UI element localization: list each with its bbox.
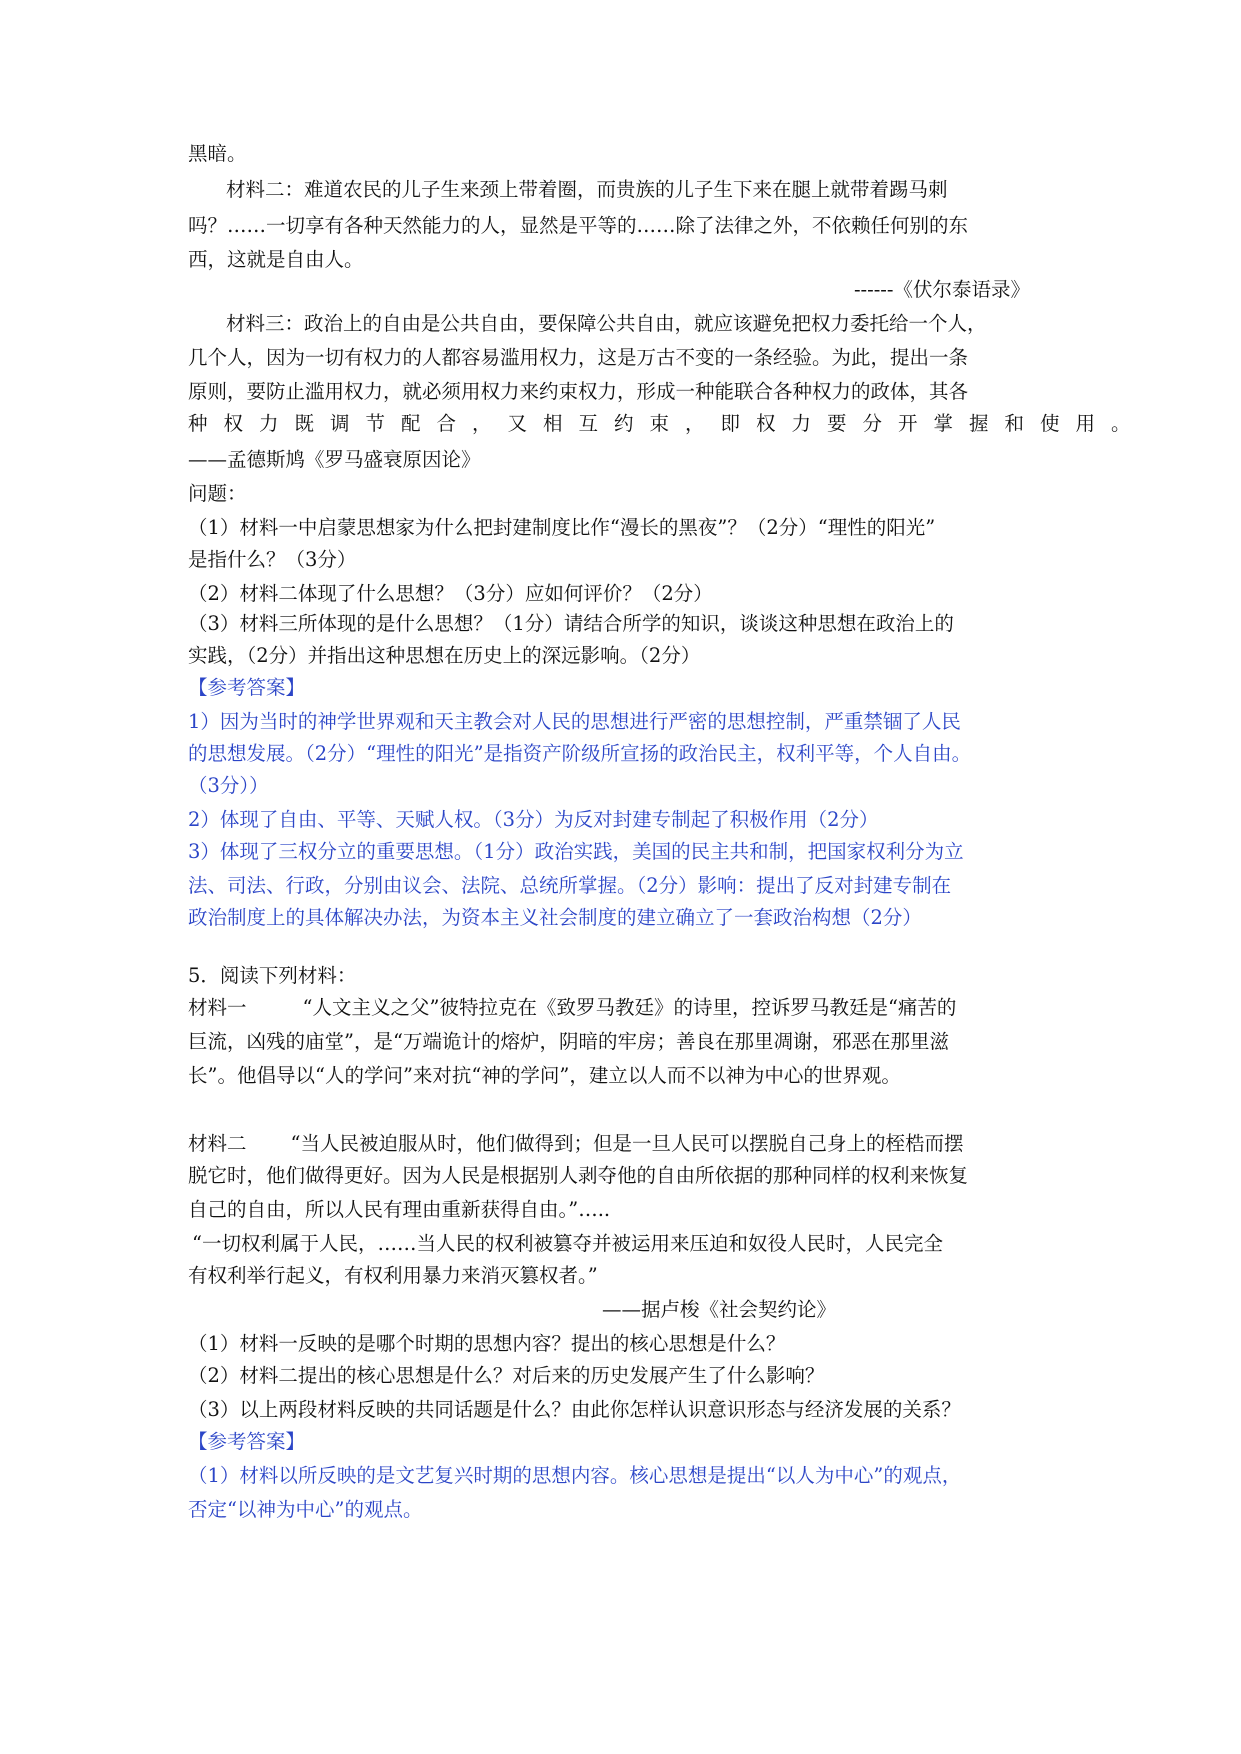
q5-heading: 5．阅读下列材料： xyxy=(188,964,357,987)
q5-material2-first-line xyxy=(188,1130,1058,1158)
q5-answer-line: （1）材料以所反映的是文艺复兴时期的思想内容。核心思想是提出“以人为中心”的观点， xyxy=(188,1464,962,1487)
q5-question-line: （3）以上两段材料反映的共同话题是什么？由此你怎样认识意识形态与经济发展的关系？ xyxy=(188,1398,961,1421)
q4-material3-source: ——孟德斯鸠《罗马盛衰原因论》 xyxy=(188,448,481,471)
q4-material3-line: 原则，要防止滥用权力，就必须用权力来约束权力，形成一种能联合各种权力的政体，其各 xyxy=(188,380,969,403)
q5-material2-line: 脱它时，他们做得更好。因为人民是根据别人剥夺他的自由所依据的那种同样的权利来恢复 xyxy=(188,1164,969,1187)
q4-question-line: （2）材料二体现了什么思想？（3分）应如何评价？（2分） xyxy=(188,582,713,605)
q4-questions-label: 问题： xyxy=(188,482,247,505)
q4-answer-line: 法、司法、行政，分别由议会、法院、总统所掌握。（2分）影响：提出了反对封建专制在 xyxy=(188,874,952,897)
q4-question-line: 是指什么？（3分） xyxy=(188,548,357,571)
q4-material2-line: 西，这就是自由人。 xyxy=(188,248,364,271)
q4-material2-line: 材料二：难道农民的儿子生来颈上带着圈，而贵族的儿子生下来在腿上就带着踢马刺 xyxy=(226,178,948,201)
q4-answer-line: 的思想发展。（2分）“理性的阳光”是指资产阶级所宣扬的政治民主，权利平等，个人自由。 xyxy=(188,742,972,765)
q4-answer-line: 1）因为当时的神学世界观和天主教会对人民的思想进行严密的思想控制，严重禁锢了人民 xyxy=(188,710,961,733)
q5-material1-line: 长”。他倡导以“人的学问”来对抗“神的学问”，建立以人而不以神为中心的世界观。 xyxy=(188,1064,901,1087)
q5-material1-label: 材料一 xyxy=(188,996,247,1019)
q4-question-line: （1）材料一中启蒙思想家为什么把封建制度比作“漫长的黑夜”？（2分）“理性的阳光” xyxy=(188,516,936,539)
q5-material2-source: ——据卢梭《社会契约论》 xyxy=(602,1298,837,1321)
q5-material2-text: “当人民被迫服从时，他们做得到；但是一旦人民可以摆脱自己身上的桎梏而摆 xyxy=(290,1132,964,1155)
q4-question-line: （3）材料三所体现的是什么思想？（1分）请结合所学的知识，谈谈这种思想在政治上的 xyxy=(188,612,954,635)
q4-answer-tag: 【参考答案】 xyxy=(188,676,306,699)
q5-material2-line: 有权利举行起义，有权利用暴力来消灭篡权者。” xyxy=(188,1264,598,1287)
q5-answer-tag: 【参考答案】 xyxy=(188,1430,306,1453)
q4-answer-line: （3分）） xyxy=(188,774,269,797)
q4-material2-source: ------《伏尔泰语录》 xyxy=(853,278,1030,301)
q4-previous-line: 黑暗。 xyxy=(188,142,247,165)
q5-question-line: （1）材料一反映的是哪个时期的思想内容？提出的核心思想是什么？ xyxy=(188,1332,786,1355)
q5-material2-line: 自己的自由，所以人民有理由重新获得自由。”….. xyxy=(188,1198,611,1221)
q5-material1-first-line xyxy=(188,994,1058,1022)
q4-question-line: 实践，（2分）并指出这种思想在历史上的深远影响。（2分） xyxy=(188,644,701,667)
q4-material3-line: 材料三：政治上的自由是公共自由，要保障公共自由，就应该避免把权力委托给一个人， xyxy=(226,312,987,335)
q4-material3-line: 种权力既调节配合，又相互约束，即权力要分开掌握和使用。 xyxy=(188,412,1147,435)
q4-answer-line: 2）体现了自由、平等、天赋人权。（3分）为反对封建专制起了积极作用（2分） xyxy=(188,808,879,831)
q5-material2-line: “一切权利属于人民，……当人民的权利被篡夺并被运用来压迫和奴役人民时，人民完全 xyxy=(192,1232,943,1255)
q5-material2-label: 材料二 xyxy=(188,1132,247,1155)
q4-answer-line: 政治制度上的具体解决办法，为资本主义社会制度的建立确立了一套政治构想（2分） xyxy=(188,906,922,929)
q4-material3-line: 几个人，因为一切有权力的人都容易滥用权力，这是万古不变的一条经验。为此，提出一条 xyxy=(188,346,969,369)
q4-material2-line: 吗？……一切享有各种天然能力的人，显然是平等的……除了法律之外，不依赖任何别的东 xyxy=(188,214,969,237)
q4-answer-line: 3）体现了三权分立的重要思想。（1分）政治实践，美国的民主共和制，把国家权利分为立 xyxy=(188,840,964,863)
q5-material1-line: 巨流，凶残的庙堂”，是“万端诡计的熔炉，阴暗的牢房；善良在那里凋谢，邪恶在那里滋 xyxy=(188,1030,949,1053)
q5-material1-text: “人文主义之父”彼特拉克在《致罗马教廷》的诗里，控诉罗马教廷是“痛苦的 xyxy=(302,996,957,1019)
q5-answer-line: 否定“以神为中心”的观点。 xyxy=(188,1498,423,1521)
q5-question-line: （2）材料二提出的核心思想是什么？对后来的历史发展产生了什么影响？ xyxy=(188,1364,825,1387)
